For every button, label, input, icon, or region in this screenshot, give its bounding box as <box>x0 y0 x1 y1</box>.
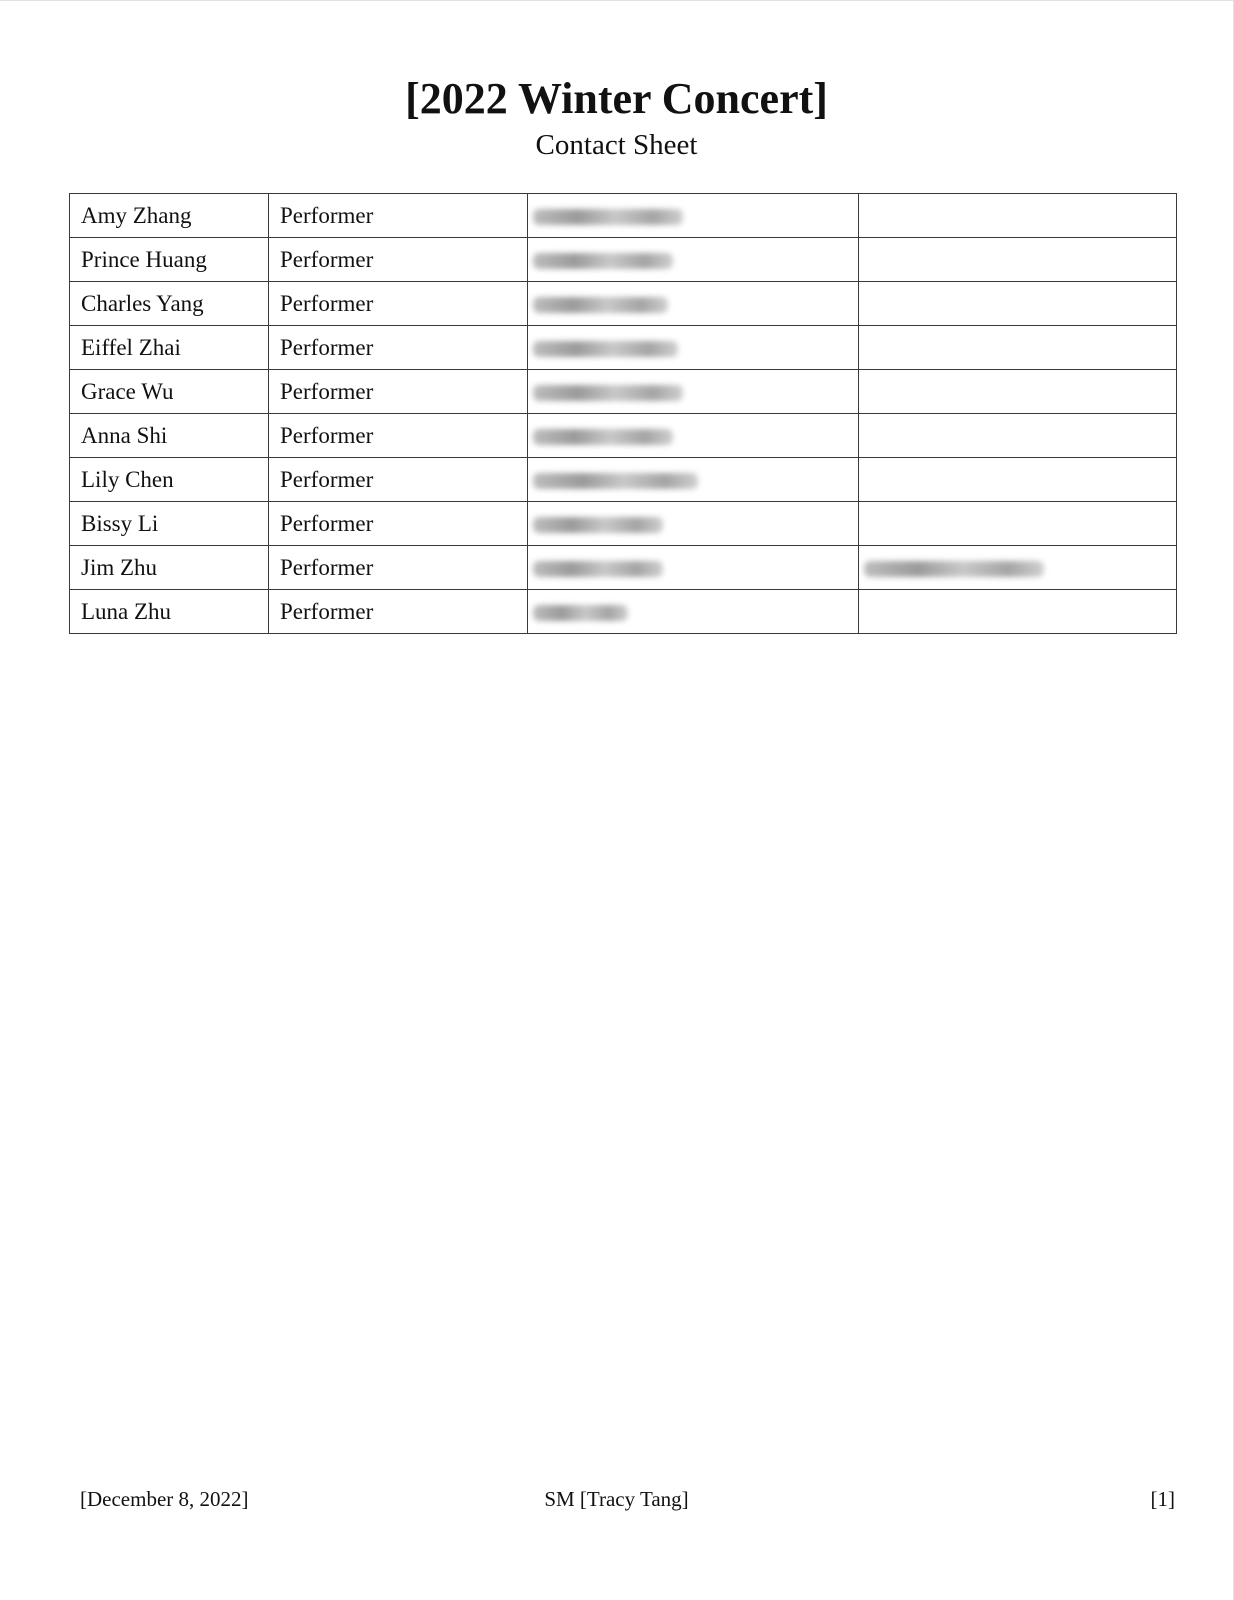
contact-row <box>70 326 1177 370</box>
redacted-contact-info <box>533 209 683 225</box>
contact-extra-cell <box>859 458 1177 502</box>
redacted-contact-info <box>533 253 673 269</box>
contact-info-cell <box>528 194 859 238</box>
contact-info-cell <box>528 326 859 370</box>
redacted-contact-info <box>533 297 668 313</box>
contact-extra-cell <box>859 326 1177 370</box>
contact-name: Amy Zhang <box>70 194 269 238</box>
contact-row <box>70 590 1177 634</box>
contact-row <box>70 282 1177 326</box>
contact-extra-cell <box>859 590 1177 634</box>
contact-info-cell <box>528 502 859 546</box>
document-subtitle: Contact Sheet <box>535 129 698 161</box>
contact-info-cell <box>528 546 859 590</box>
redacted-contact-info <box>533 429 673 445</box>
contact-info-cell <box>528 370 859 414</box>
contact-row <box>70 502 1177 546</box>
contact-table-body <box>70 194 1177 634</box>
contact-role: Performer <box>269 194 528 238</box>
contact-name: Eiffel Zhai <box>70 326 269 370</box>
footer-page-number: [1] <box>1150 1487 1175 1511</box>
redacted-contact-info <box>533 473 698 489</box>
contact-table <box>69 193 1177 634</box>
contact-role: Performer <box>269 238 528 282</box>
contact-role: Performer <box>269 414 528 458</box>
contact-name: Jim Zhu <box>70 546 269 590</box>
contact-extra-cell <box>859 282 1177 326</box>
redacted-contact-info <box>533 561 663 577</box>
contact-name: Lily Chen <box>70 458 269 502</box>
contact-info-cell <box>528 590 859 634</box>
contact-row <box>70 238 1177 282</box>
contact-extra-cell <box>859 238 1177 282</box>
contact-row <box>70 458 1177 502</box>
contact-row <box>70 414 1177 458</box>
contact-name: Anna Shi <box>70 414 269 458</box>
contact-role: Performer <box>269 458 528 502</box>
contact-name: Grace Wu <box>70 370 269 414</box>
contact-info-cell <box>528 458 859 502</box>
contact-name: Bissy Li <box>70 502 269 546</box>
contact-role: Performer <box>269 326 528 370</box>
contact-role: Performer <box>269 282 528 326</box>
contact-role: Performer <box>269 546 528 590</box>
contact-name: Charles Yang <box>70 282 269 326</box>
redacted-contact-info <box>533 341 678 357</box>
contact-info-cell <box>528 238 859 282</box>
contact-row <box>70 370 1177 414</box>
contact-info-cell <box>528 282 859 326</box>
redacted-contact-info <box>533 605 628 621</box>
contact-extra-cell <box>859 370 1177 414</box>
contact-extra-cell <box>859 502 1177 546</box>
contact-name: Prince Huang <box>70 238 269 282</box>
footer-date: [December 8, 2022] <box>80 1487 249 1511</box>
contact-role: Performer <box>269 370 528 414</box>
contact-name: Luna Zhu <box>70 590 269 634</box>
contact-row <box>70 546 1177 590</box>
document-title: [2022 Winter Concert] <box>405 74 828 123</box>
footer-stage-manager: SM [Tracy Tang] <box>544 1487 689 1511</box>
contact-row <box>70 194 1177 238</box>
contact-extra-cell <box>859 546 1177 590</box>
contact-extra-cell <box>859 194 1177 238</box>
redacted-contact-info <box>533 385 683 401</box>
redacted-contact-extra <box>864 561 1044 577</box>
redacted-contact-info <box>533 517 663 533</box>
contact-info-cell <box>528 414 859 458</box>
contact-role: Performer <box>269 590 528 634</box>
contact-role: Performer <box>269 502 528 546</box>
contact-extra-cell <box>859 414 1177 458</box>
